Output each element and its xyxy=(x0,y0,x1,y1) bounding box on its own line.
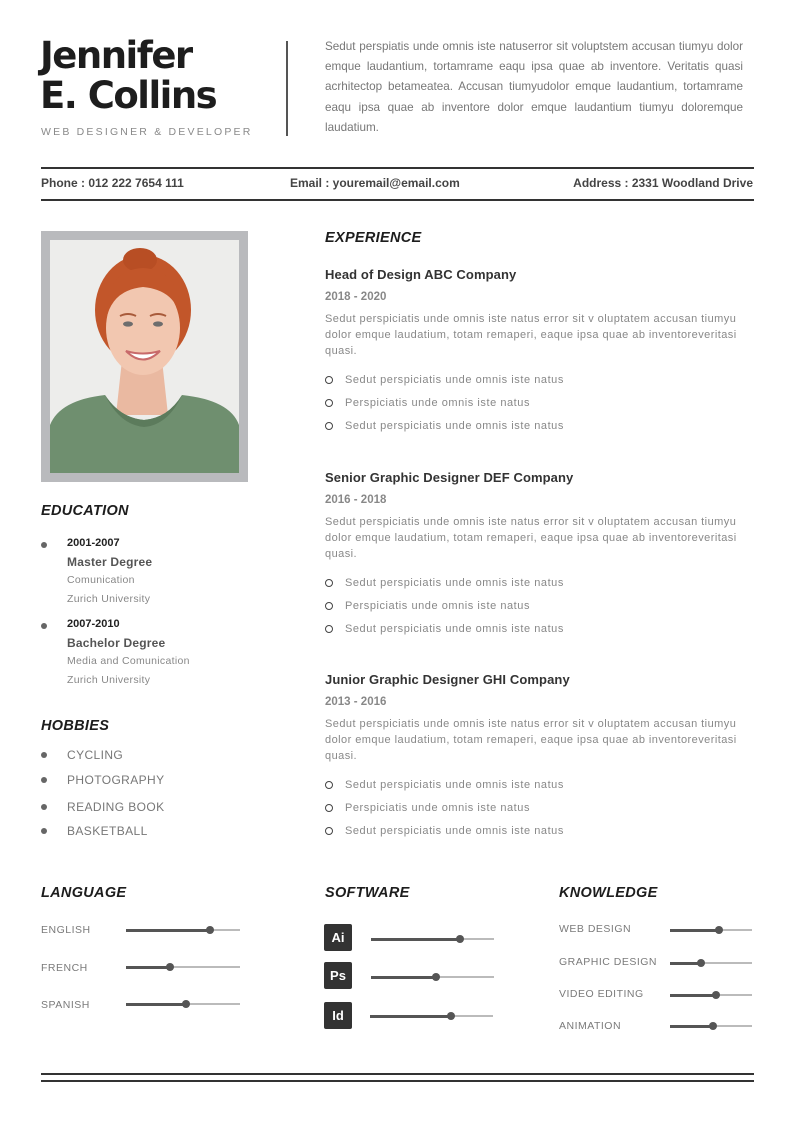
knowledge-level-slider[interactable] xyxy=(670,994,752,996)
hobby-label: PHOTOGRAPHY xyxy=(67,773,165,787)
slider-knob[interactable] xyxy=(447,1012,455,1020)
photoshop-icon: Ps xyxy=(324,962,352,989)
profile-photo-frame xyxy=(41,231,248,482)
software-title: SOFTWARE xyxy=(325,885,410,901)
experience-job xyxy=(325,267,745,443)
job-bullet xyxy=(325,599,745,622)
job-title: Junior Graphic Designer GHI Company xyxy=(325,672,570,687)
job-role: WEB DESIGNER & DEVELOPER xyxy=(41,126,253,138)
circle-bullet-icon xyxy=(325,781,333,789)
job-bullet xyxy=(325,373,745,396)
circle-bullet-icon xyxy=(325,579,333,587)
slider-knob[interactable] xyxy=(697,959,705,967)
job-bullet-text: Sedut perspiciatis unde omnis iste natus xyxy=(345,420,564,433)
slider-fill xyxy=(670,994,716,997)
job-description: Sedut perspiciatis unde omnis iste natus error sit v oluptatem accusan tiumyu dolor emque laudatium, totam remaperi, eaque ipsa quae ab inventoreveritasi quasi. xyxy=(325,516,737,561)
job-bullet-text: Sedut perspiciatis unde omnis iste natus xyxy=(345,825,564,838)
contact-top-rule xyxy=(41,167,754,169)
hobby-label: READING BOOK xyxy=(67,800,165,814)
contact-phone: Phone : 012 222 7654 111 xyxy=(41,176,184,190)
slider-knob[interactable] xyxy=(182,1000,190,1008)
job-bullet-text: Sedut perspiciatis unde omnis iste natus xyxy=(345,576,564,589)
education-degree: Master Degree xyxy=(67,555,153,569)
job-bullets xyxy=(325,576,745,646)
slider-fill xyxy=(670,1025,713,1028)
job-bullet xyxy=(325,778,745,801)
hobby-label: BASKETBALL xyxy=(67,824,148,838)
job-title: Head of Design ABC Company xyxy=(325,267,517,282)
slider-knob[interactable] xyxy=(709,1022,717,1030)
software-level-slider[interactable] xyxy=(371,938,494,940)
education-school: Zurich University xyxy=(67,593,151,605)
name-line-1: Jennifer xyxy=(40,34,192,77)
slider-knob[interactable] xyxy=(166,963,174,971)
job-bullet xyxy=(325,824,745,847)
education-field: Comunication xyxy=(67,574,135,586)
slider-fill xyxy=(670,929,719,932)
circle-bullet-icon xyxy=(325,827,333,835)
slider-fill xyxy=(126,966,170,969)
job-bullet-text: Sedut perspiciatis unde omnis iste natus xyxy=(345,373,564,386)
slider-fill xyxy=(371,976,436,979)
hobbies-title: HOBBIES xyxy=(41,718,110,734)
knowledge-title: KNOWLEDGE xyxy=(559,885,658,901)
contact-email[interactable]: Email : youremail@email.com xyxy=(290,176,460,190)
slider-knob[interactable] xyxy=(456,935,464,943)
footer-rule-bottom xyxy=(41,1080,754,1082)
job-years: 2016 - 2018 xyxy=(325,494,387,506)
job-title: Senior Graphic Designer DEF Company xyxy=(325,470,574,485)
bullet-dot-icon xyxy=(41,752,47,758)
slider-knob[interactable] xyxy=(206,926,214,934)
bullet-dot-icon xyxy=(41,542,47,548)
circle-bullet-icon xyxy=(325,625,333,633)
slider-fill xyxy=(371,938,460,941)
job-bullet xyxy=(325,622,745,645)
language-level-slider[interactable] xyxy=(126,929,240,931)
software-level-slider[interactable] xyxy=(371,976,494,978)
bullet-dot-icon xyxy=(41,623,47,629)
job-description: Sedut perspiciatis unde omnis iste natus error sit v oluptatem accusan tiumyu dolor emque laudatium, totam remaperi, eaque ipsa quae ab inventoreveritasi quasi. xyxy=(325,313,737,358)
slider-knob[interactable] xyxy=(715,926,723,934)
education-school: Zurich University xyxy=(67,674,151,686)
job-bullet-text: Sedut perspiciatis unde omnis iste natus xyxy=(345,778,564,791)
job-bullets xyxy=(325,778,745,848)
knowledge-label: VIDEO EDITING xyxy=(559,988,644,1000)
hobby-label: CYCLING xyxy=(67,748,124,762)
contact-address: Address : 2331 Woodland Drive xyxy=(573,176,753,190)
candidate-name xyxy=(40,36,216,116)
footer-rule-top xyxy=(41,1073,754,1075)
slider-knob[interactable] xyxy=(712,991,720,999)
bullet-dot-icon xyxy=(41,804,47,810)
education-years: 2001-2007 xyxy=(67,537,120,549)
job-bullet-text: Perspiciatis unde omnis iste natus xyxy=(345,801,531,814)
slider-knob[interactable] xyxy=(432,973,440,981)
software-level-slider[interactable] xyxy=(370,1015,493,1017)
circle-bullet-icon xyxy=(325,602,333,610)
indesign-icon: Id xyxy=(324,1002,352,1029)
knowledge-label: WEB DESIGN xyxy=(559,923,632,935)
profile-photo xyxy=(50,240,239,473)
slider-fill xyxy=(126,1003,186,1006)
bullet-dot-icon xyxy=(41,828,47,834)
header-divider xyxy=(286,41,288,136)
knowledge-label: ANIMATION xyxy=(559,1020,622,1032)
language-label: ENGLISH xyxy=(41,924,91,936)
job-bullet-text: Sedut perspiciatis unde omnis iste natus xyxy=(345,623,564,636)
job-bullet xyxy=(325,576,745,599)
knowledge-label: GRAPHIC DESIGN xyxy=(559,956,658,968)
language-level-slider[interactable] xyxy=(126,1003,240,1005)
language-level-slider[interactable] xyxy=(126,966,240,968)
education-title: EDUCATION xyxy=(41,503,129,519)
language-label: FRENCH xyxy=(41,962,88,974)
job-bullet xyxy=(325,419,745,442)
job-years: 2013 - 2016 xyxy=(325,696,387,708)
job-description: Sedut perspiciatis unde omnis iste natus error sit v oluptatem accusan tiumyu dolor emque laudatium, totam remaperi, eaque ipsa quae ab inventoreveritasi quasi. xyxy=(325,718,737,763)
name-line-2: E. Collins xyxy=(40,74,217,117)
job-bullets xyxy=(325,373,745,443)
contact-bottom-rule xyxy=(41,199,754,201)
language-title: LANGUAGE xyxy=(41,885,127,901)
experience-job xyxy=(325,672,745,848)
illustrator-icon: Ai xyxy=(324,924,352,951)
slider-fill xyxy=(126,929,210,932)
education-degree: Bachelor Degree xyxy=(67,636,166,650)
circle-bullet-icon xyxy=(325,376,333,384)
knowledge-level-slider[interactable] xyxy=(670,929,752,931)
knowledge-level-slider[interactable] xyxy=(670,962,752,964)
job-bullet xyxy=(325,396,745,419)
language-label: SPANISH xyxy=(41,999,90,1011)
about-text: Sedut perspiatis unde omnis iste natuserror sit voluptstem accusan tiumyu dolor emque laudantium, tortamrame eaqu ipsa quae ab inventore. Veritatis quasi acrhitectop betameatea. Accusan tiumyudolor emque laudantium, tortamrame eaqu ipsa quae ab inventore dolor emque laudantium tiumyu doloremque laudatium. xyxy=(325,40,743,134)
job-bullet xyxy=(325,801,745,824)
education-field: Media and Comunication xyxy=(67,655,190,667)
experience-title: EXPERIENCE xyxy=(325,230,422,246)
slider-fill xyxy=(370,1015,451,1018)
circle-bullet-icon xyxy=(325,422,333,430)
job-bullet-text: Perspiciatis unde omnis iste natus xyxy=(345,396,531,409)
experience-job xyxy=(325,470,745,646)
circle-bullet-icon xyxy=(325,804,333,812)
knowledge-level-slider[interactable] xyxy=(670,1025,752,1027)
job-years: 2018 - 2020 xyxy=(325,291,387,303)
education-years: 2007-2010 xyxy=(67,618,120,630)
circle-bullet-icon xyxy=(325,399,333,407)
bullet-dot-icon xyxy=(41,777,47,783)
job-bullet-text: Perspiciatis unde omnis iste natus xyxy=(345,599,531,612)
